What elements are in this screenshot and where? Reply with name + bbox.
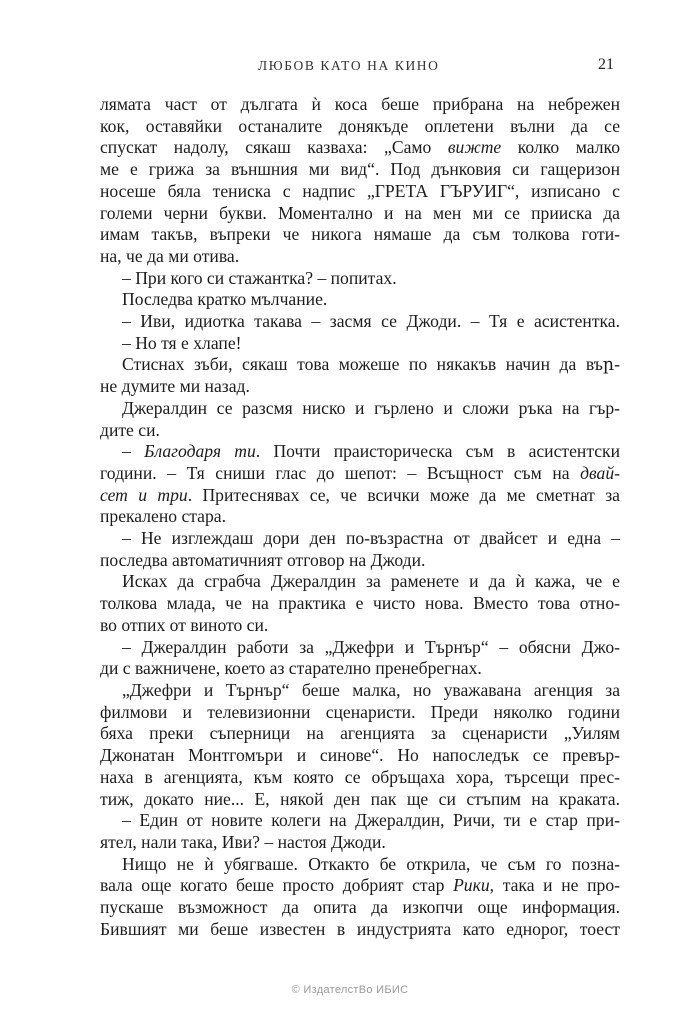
text-line — [100, 420, 620, 442]
book-title: ЛЮБОВ КАТО НА КИНО — [258, 58, 440, 73]
italic-text: вижте — [447, 137, 502, 158]
text-line — [100, 897, 620, 919]
text-segment: тиж, докато ние... Е, някой ден пак ще си стъпим на краката. — [100, 788, 620, 809]
copyright-footer: © ИздателстВо ИБИС — [291, 984, 409, 996]
text-segment: Последва кратко мълчание. — [122, 289, 328, 310]
text-segment: носеше бяла тениска с надпис „ГРЕТА ГЪРУИГ“, изписано с — [100, 180, 620, 201]
text-line — [100, 810, 620, 832]
text-segment: – Но тя е хлапе! — [122, 332, 242, 353]
text-line — [100, 463, 620, 485]
italic-text: двай- — [580, 462, 620, 483]
text-segment: . Притеснявах се, че всички може да ме сметнат за — [187, 484, 620, 505]
text-segment: колко малко — [501, 137, 620, 158]
text-segment: , така и не про- — [489, 875, 620, 896]
text-line — [100, 854, 620, 876]
text-segment: последва автоматичният отговор на Джоди. — [100, 549, 426, 570]
text-segment: Исках да сграбча Джералдин за раменете и да ѝ кажа, че е — [122, 571, 620, 592]
text-segment: – Иви, идиотка такава – засмя се Джоди. – Тя е асистентка. — [122, 311, 620, 332]
text-line — [100, 203, 620, 225]
italic-text: Рики — [453, 875, 490, 896]
text-segment: вала още когато беше просто добрият стар — [100, 875, 454, 896]
text-segment: Бившият ми беше известен в индустрията като еднорог, тоест — [100, 918, 620, 939]
text-segment: спускат надолу, сякаш казваха: „Само — [100, 137, 448, 158]
text-line — [100, 593, 620, 615]
text-line — [100, 723, 620, 745]
text-segment: големи черни букви. Моментално и на мен ми се прииска да — [100, 202, 620, 223]
running-head — [100, 58, 620, 80]
text-line — [100, 680, 620, 702]
text-line — [100, 376, 620, 398]
text-segment: филмови и телевизионни сценаристи. Преди няколко години — [100, 701, 620, 722]
text-segment: ятел, нали така, Иви? – настоя Джоди. — [100, 831, 386, 852]
text-line — [100, 116, 620, 138]
text-segment: „Джефри и Търнър“ беше малка, но уважавана агенция за — [122, 679, 620, 700]
text-segment: Нищо не ѝ убягваше. Откакто бе открила, че съм го позна- — [122, 853, 620, 874]
italic-text: сет и три — [100, 484, 188, 505]
text-segment: . Почти праисторическа съм в асистентски — [255, 441, 620, 462]
text-line — [100, 224, 620, 246]
page-number: 21 — [598, 56, 614, 73]
text-segment: на, че да ми отива. — [100, 245, 240, 266]
text-line — [100, 159, 620, 181]
text-line — [100, 506, 620, 528]
text-line — [100, 789, 620, 811]
text-line — [100, 571, 620, 593]
body-text — [100, 94, 620, 940]
text-line — [100, 702, 620, 724]
text-segment: дите си. — [100, 419, 160, 440]
text-segment: бяха преки съперници на агенцията за сценаристи „Уилям — [100, 723, 620, 744]
text-line — [100, 268, 620, 290]
text-line — [100, 875, 620, 897]
text-line — [100, 246, 620, 268]
text-line — [100, 441, 620, 463]
text-segment: не думите ми назад. — [100, 376, 250, 397]
text-line — [100, 745, 620, 767]
text-line — [100, 181, 620, 203]
text-segment: – При кого си стажантка? – попитах. — [122, 267, 397, 288]
text-line — [100, 354, 620, 376]
italic-text: Благодаря ти — [144, 441, 256, 462]
text-line — [100, 333, 620, 355]
text-segment: – Не изглеждаш дори ден по-възрастна от двайсет и една – — [122, 528, 620, 549]
text-line — [100, 637, 620, 659]
text-segment: Стиснах зъби, сякаш това можеше по някакъв начин да въր- — [122, 354, 620, 375]
text-line — [100, 289, 620, 311]
text-line — [100, 398, 620, 420]
text-segment: толкова млада, че на практика е чисто нова. Вместо това отно- — [100, 593, 620, 614]
text-segment: Джонатан Монтгомъри и синове“. Но напоследък се превър- — [100, 745, 620, 766]
text-segment: години. – Тя сниши глас до шепот: – Всъщност съм на — [100, 462, 581, 483]
text-line — [100, 528, 620, 550]
text-line — [100, 919, 620, 941]
text-segment: имам такъв, въпреки че никога нямаше да съм толкова готи- — [100, 224, 620, 245]
text-segment: – Един от новите колеги на Джералдин, Ричи, ти е стар при- — [122, 810, 620, 831]
text-segment: прекалено стара. — [100, 506, 226, 527]
text-line — [100, 137, 620, 159]
text-segment: наха в агенцията, към която се обръщаха хора, търсещи прес- — [100, 766, 620, 787]
text-segment: пускаше възможност да опита да изкопчи още информация. — [100, 897, 620, 918]
text-line — [100, 832, 620, 854]
text-segment: во отпих от виното си. — [100, 614, 269, 635]
text-segment: ди с важничене, което аз старателно пренебрегнах. — [100, 658, 482, 679]
text-segment: лямата част от дългата ѝ коса беше прибрана на небрежен — [100, 94, 620, 114]
text-segment: – — [122, 441, 145, 462]
text-segment: – Джералдин работи за „Джефри и Търнър“ – обясни Джо- — [122, 636, 620, 657]
text-line — [100, 767, 620, 789]
text-segment: кок, оставяйки останалите донякъде оплетени вълни да се — [100, 115, 620, 136]
text-segment: ме е грижа за външния ми вид“. Под дънковия си гащеризон — [100, 159, 620, 180]
text-segment: Джералдин се разсмя ниско и гърлено и сложи ръка на гър- — [122, 397, 620, 418]
text-line — [100, 658, 620, 680]
text-line — [100, 550, 620, 572]
text-line — [100, 94, 620, 116]
text-line — [100, 485, 620, 507]
text-line — [100, 311, 620, 333]
text-line — [100, 615, 620, 637]
